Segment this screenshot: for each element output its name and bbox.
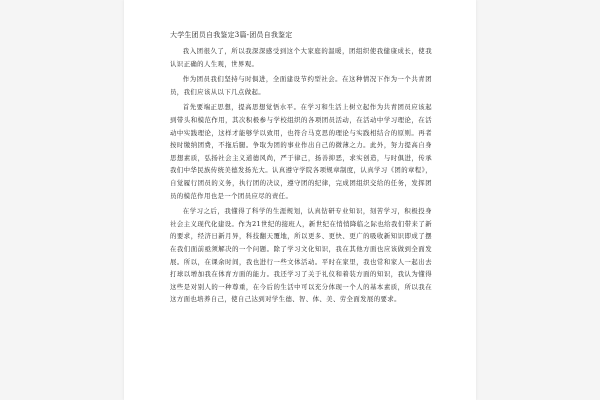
document-body <box>170 30 432 309</box>
document-page <box>124 0 476 400</box>
paragraph-4: 在学习之后，我懂得了科学的生涯规划，认真钻研专业知识，刻苦学习，积极投身社会主义现代化建设。作为21世纪的接班人，新世纪在悄悄降临之际也给我们带来了新的要求，经济日新月异，科技翻天覆地，所以更多、更快、更广的吸收新知识即成了摆在我们面前亟须解决的一个问题。除了学习文化知识，我在其他方面也应该做到全面发展。所以，在课余时间，我也进行一些文体活动。平时在家里，我也常和家人一起出去打球以增加我在体育方面的能力。我还学习了关于礼仪和着装方面的知识，我认为懂得这些是对别人的一种尊重，在今后的生活中可以充分体现一个人的基本素质，所以我在这方面也培养自己，使自己达到对学生德、智、体、美、劳全面发展的要求。 <box>170 207 432 304</box>
paragraph-3: 首先要端正思想，提高思想觉悟水平。在学习和生活上树立起作为共青团员应该起到带头和模范作用，其次积极参与学校组织的各项团员活动，在活动中学习理论，在活动中实践理论，这样才能够学以致用，也符合马克思的理论与实践相结合的原则。再者按时缴纳团费，不拖后腿。争取为团的事业作出自己的微薄之力。此外，努力提高自身思想素质，弘扬社会主义道德风尚，严于律己，扬善抑恶，求实创造，与时俱进，传承我们中华民族传统美德发扬光大。认真遵守学院各项规章制度，认真学习《团的章程》，自觉履行团员的义务，执行团的决议，遵守团的纪律，完成团组织交给的任务，发挥团员的模范作用也是一个团员应尽的责任。 <box>170 103 432 200</box>
document-title: 大学生团员自我鉴定3篇-团员自我鉴定 <box>170 31 293 39</box>
paragraph-1: 我入团很久了，所以我深深感受到这个大家庭的温暖，团组织使我健康成长，使我认识正确的人生观，世界观。 <box>170 47 432 68</box>
paragraph-2: 作为团员我们坚持与时俱进，全面建设节约型社会。在这种情况下作为一个共青团员，我们应该从以下几点做起。 <box>170 75 432 96</box>
